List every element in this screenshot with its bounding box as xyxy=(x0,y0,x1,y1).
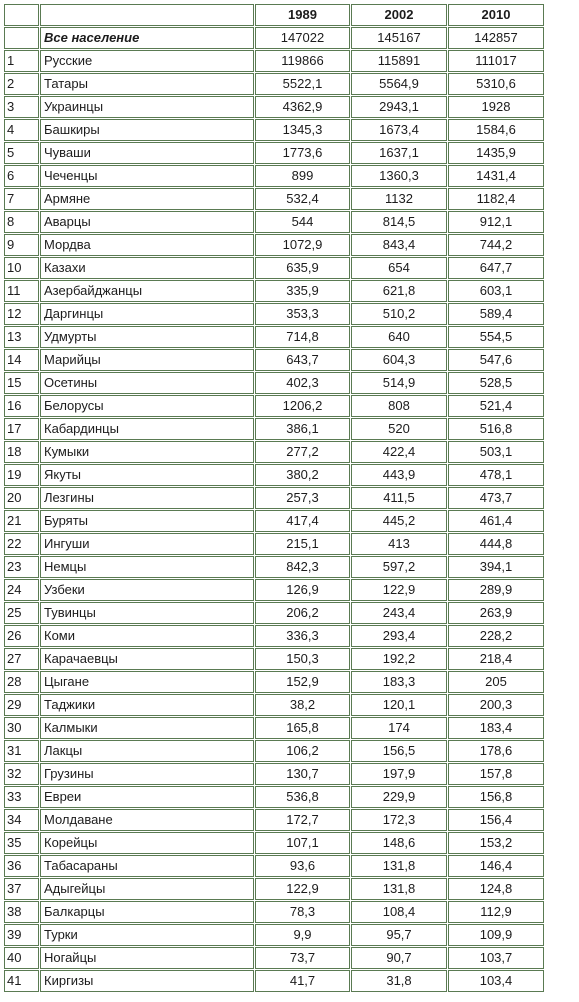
row-index: 12 xyxy=(4,303,39,325)
row-value-1989: 73,7 xyxy=(255,947,350,969)
table-row xyxy=(4,832,544,854)
row-value-1989: 257,3 xyxy=(255,487,350,509)
row-nationality: Мордва xyxy=(40,234,254,256)
row-value-2002: 1673,4 xyxy=(351,119,447,141)
row-index: 23 xyxy=(4,556,39,578)
table-row xyxy=(4,510,544,532)
row-value-1989: 165,8 xyxy=(255,717,350,739)
row-value-2010: 200,3 xyxy=(448,694,544,716)
row-value-2010: 156,8 xyxy=(448,786,544,808)
row-value-2002: 174 xyxy=(351,717,447,739)
row-value-1989: 544 xyxy=(255,211,350,233)
row-nationality: Лезгины xyxy=(40,487,254,509)
row-value-2002: 108,4 xyxy=(351,901,447,923)
row-index: 17 xyxy=(4,418,39,440)
table-row xyxy=(4,395,544,417)
total-label: Все население xyxy=(40,27,254,49)
row-index: 5 xyxy=(4,142,39,164)
row-value-2010: 157,8 xyxy=(448,763,544,785)
row-value-2010: 478,1 xyxy=(448,464,544,486)
row-value-2002: 654 xyxy=(351,257,447,279)
row-value-2002: 1132 xyxy=(351,188,447,210)
row-value-2002: 520 xyxy=(351,418,447,440)
row-value-2002: 120,1 xyxy=(351,694,447,716)
row-index: 26 xyxy=(4,625,39,647)
row-value-1989: 130,7 xyxy=(255,763,350,785)
table-row xyxy=(4,533,544,555)
row-value-2010: 1182,4 xyxy=(448,188,544,210)
table-row xyxy=(4,809,544,831)
table-row xyxy=(4,878,544,900)
table-row xyxy=(4,924,544,946)
row-value-2002: 122,9 xyxy=(351,579,447,601)
row-value-2002: 808 xyxy=(351,395,447,417)
row-value-2002: 413 xyxy=(351,533,447,555)
row-nationality: Евреи xyxy=(40,786,254,808)
row-value-2002: 131,8 xyxy=(351,878,447,900)
row-nationality: Аварцы xyxy=(40,211,254,233)
row-value-2010: 124,8 xyxy=(448,878,544,900)
row-value-1989: 402,3 xyxy=(255,372,350,394)
table-row xyxy=(4,855,544,877)
row-value-2010: 516,8 xyxy=(448,418,544,440)
table-row xyxy=(4,648,544,670)
row-value-2010: 647,7 xyxy=(448,257,544,279)
row-value-2010: 554,5 xyxy=(448,326,544,348)
header-name xyxy=(40,4,254,26)
row-value-2010: 1584,6 xyxy=(448,119,544,141)
row-value-2002: 621,8 xyxy=(351,280,447,302)
row-index: 35 xyxy=(4,832,39,854)
row-value-1989: 1072,9 xyxy=(255,234,350,256)
row-value-1989: 9,9 xyxy=(255,924,350,946)
row-value-1989: 536,8 xyxy=(255,786,350,808)
row-value-2010: 503,1 xyxy=(448,441,544,463)
row-value-2002: 640 xyxy=(351,326,447,348)
row-value-1989: 417,4 xyxy=(255,510,350,532)
row-value-2010: 103,4 xyxy=(448,970,544,992)
table-row xyxy=(4,349,544,371)
row-nationality: Кабардинцы xyxy=(40,418,254,440)
row-nationality: Грузины xyxy=(40,763,254,785)
row-index: 32 xyxy=(4,763,39,785)
population-table xyxy=(3,3,545,993)
row-nationality: Узбеки xyxy=(40,579,254,601)
row-value-2002: 90,7 xyxy=(351,947,447,969)
row-value-1989: 277,2 xyxy=(255,441,350,463)
row-index: 24 xyxy=(4,579,39,601)
row-value-2010: 1431,4 xyxy=(448,165,544,187)
row-value-1989: 41,7 xyxy=(255,970,350,992)
table-row xyxy=(4,579,544,601)
row-value-2002: 229,9 xyxy=(351,786,447,808)
row-value-1989: 150,3 xyxy=(255,648,350,670)
row-value-1989: 532,4 xyxy=(255,188,350,210)
table-row xyxy=(4,303,544,325)
row-value-2002: 514,9 xyxy=(351,372,447,394)
table-row xyxy=(4,73,544,95)
row-value-2002: 422,4 xyxy=(351,441,447,463)
row-value-1989: 119866 xyxy=(255,50,350,72)
total-1989: 147022 xyxy=(255,27,350,49)
row-value-1989: 899 xyxy=(255,165,350,187)
row-value-2010: 912,1 xyxy=(448,211,544,233)
row-nationality: Белорусы xyxy=(40,395,254,417)
row-index: 19 xyxy=(4,464,39,486)
row-value-2002: 192,2 xyxy=(351,648,447,670)
row-nationality: Молдаване xyxy=(40,809,254,831)
row-index: 2 xyxy=(4,73,39,95)
table-row xyxy=(4,487,544,509)
row-value-2002: 510,2 xyxy=(351,303,447,325)
row-value-1989: 353,3 xyxy=(255,303,350,325)
row-index: 30 xyxy=(4,717,39,739)
row-value-1989: 78,3 xyxy=(255,901,350,923)
row-value-2010: 1435,9 xyxy=(448,142,544,164)
row-value-2010: 528,5 xyxy=(448,372,544,394)
row-value-2002: 1360,3 xyxy=(351,165,447,187)
row-value-2002: 31,8 xyxy=(351,970,447,992)
row-nationality: Русские xyxy=(40,50,254,72)
row-nationality: Буряты xyxy=(40,510,254,532)
row-index: 1 xyxy=(4,50,39,72)
row-value-1989: 5522,1 xyxy=(255,73,350,95)
table-row xyxy=(4,901,544,923)
row-index: 15 xyxy=(4,372,39,394)
row-value-1989: 106,2 xyxy=(255,740,350,762)
row-value-2002: 843,4 xyxy=(351,234,447,256)
header-row xyxy=(4,4,544,26)
row-value-2010: 589,4 xyxy=(448,303,544,325)
row-nationality: Адыгейцы xyxy=(40,878,254,900)
row-value-1989: 206,2 xyxy=(255,602,350,624)
row-nationality: Казахи xyxy=(40,257,254,279)
row-value-1989: 122,9 xyxy=(255,878,350,900)
row-nationality: Коми xyxy=(40,625,254,647)
row-value-1989: 38,2 xyxy=(255,694,350,716)
row-index: 39 xyxy=(4,924,39,946)
row-index: 28 xyxy=(4,671,39,693)
row-index: 22 xyxy=(4,533,39,555)
row-value-2010: 178,6 xyxy=(448,740,544,762)
row-value-2010: 603,1 xyxy=(448,280,544,302)
row-value-1989: 172,7 xyxy=(255,809,350,831)
row-value-1989: 215,1 xyxy=(255,533,350,555)
row-nationality: Удмурты xyxy=(40,326,254,348)
row-value-2010: 183,4 xyxy=(448,717,544,739)
total-index xyxy=(4,27,39,49)
row-value-2010: 263,9 xyxy=(448,602,544,624)
row-nationality: Чеченцы xyxy=(40,165,254,187)
row-value-2010: 521,4 xyxy=(448,395,544,417)
row-value-2010: 444,8 xyxy=(448,533,544,555)
table-row xyxy=(4,763,544,785)
row-nationality: Цыгане xyxy=(40,671,254,693)
row-value-1989: 842,3 xyxy=(255,556,350,578)
row-value-1989: 336,3 xyxy=(255,625,350,647)
table-row xyxy=(4,947,544,969)
row-value-2010: 218,4 xyxy=(448,648,544,670)
row-value-2002: 293,4 xyxy=(351,625,447,647)
row-value-2010: 461,4 xyxy=(448,510,544,532)
row-value-2002: 197,9 xyxy=(351,763,447,785)
row-index: 38 xyxy=(4,901,39,923)
row-value-1989: 714,8 xyxy=(255,326,350,348)
row-value-2002: 156,5 xyxy=(351,740,447,762)
row-value-2010: 547,6 xyxy=(448,349,544,371)
row-value-2002: 172,3 xyxy=(351,809,447,831)
table-row xyxy=(4,211,544,233)
table-row xyxy=(4,188,544,210)
row-value-2010: 1928 xyxy=(448,96,544,118)
row-index: 4 xyxy=(4,119,39,141)
table-row xyxy=(4,602,544,624)
row-nationality: Осетины xyxy=(40,372,254,394)
row-nationality: Корейцы xyxy=(40,832,254,854)
row-nationality: Табасараны xyxy=(40,855,254,877)
row-value-2002: 597,2 xyxy=(351,556,447,578)
table-row xyxy=(4,717,544,739)
row-value-2010: 146,4 xyxy=(448,855,544,877)
row-nationality: Лакцы xyxy=(40,740,254,762)
row-value-2002: 115891 xyxy=(351,50,447,72)
total-2010: 142857 xyxy=(448,27,544,49)
row-value-1989: 1773,6 xyxy=(255,142,350,164)
row-index: 11 xyxy=(4,280,39,302)
row-index: 8 xyxy=(4,211,39,233)
row-index: 10 xyxy=(4,257,39,279)
row-index: 3 xyxy=(4,96,39,118)
row-value-2002: 445,2 xyxy=(351,510,447,532)
row-index: 33 xyxy=(4,786,39,808)
row-nationality: Ногайцы xyxy=(40,947,254,969)
row-value-2010: 109,9 xyxy=(448,924,544,946)
table-row xyxy=(4,280,544,302)
row-value-2002: 131,8 xyxy=(351,855,447,877)
table-row xyxy=(4,142,544,164)
row-nationality: Тувинцы xyxy=(40,602,254,624)
row-value-2002: 411,5 xyxy=(351,487,447,509)
row-index: 16 xyxy=(4,395,39,417)
row-value-2010: 394,1 xyxy=(448,556,544,578)
row-nationality: Азербайджанцы xyxy=(40,280,254,302)
table-row xyxy=(4,326,544,348)
row-value-2002: 243,4 xyxy=(351,602,447,624)
row-value-1989: 386,1 xyxy=(255,418,350,440)
row-value-1989: 152,9 xyxy=(255,671,350,693)
row-nationality: Немцы xyxy=(40,556,254,578)
row-index: 41 xyxy=(4,970,39,992)
row-value-2002: 5564,9 xyxy=(351,73,447,95)
table-row xyxy=(4,372,544,394)
row-value-1989: 4362,9 xyxy=(255,96,350,118)
table-row xyxy=(4,257,544,279)
table-row xyxy=(4,119,544,141)
row-value-1989: 1345,3 xyxy=(255,119,350,141)
row-value-2010: 153,2 xyxy=(448,832,544,854)
row-value-2010: 289,9 xyxy=(448,579,544,601)
table-row xyxy=(4,418,544,440)
row-value-2002: 443,9 xyxy=(351,464,447,486)
row-nationality: Карачаевцы xyxy=(40,648,254,670)
row-index: 29 xyxy=(4,694,39,716)
row-index: 6 xyxy=(4,165,39,187)
header-2010: 2010 xyxy=(448,4,544,26)
row-nationality: Даргинцы xyxy=(40,303,254,325)
row-value-2002: 604,3 xyxy=(351,349,447,371)
table-row xyxy=(4,786,544,808)
row-value-2010: 111017 xyxy=(448,50,544,72)
row-index: 31 xyxy=(4,740,39,762)
row-index: 37 xyxy=(4,878,39,900)
table-row xyxy=(4,694,544,716)
row-nationality: Украинцы xyxy=(40,96,254,118)
row-nationality: Турки xyxy=(40,924,254,946)
header-1989: 1989 xyxy=(255,4,350,26)
row-value-2002: 95,7 xyxy=(351,924,447,946)
row-value-2010: 156,4 xyxy=(448,809,544,831)
row-value-2010: 744,2 xyxy=(448,234,544,256)
row-index: 27 xyxy=(4,648,39,670)
row-nationality: Армяне xyxy=(40,188,254,210)
row-value-2010: 473,7 xyxy=(448,487,544,509)
row-index: 40 xyxy=(4,947,39,969)
row-index: 18 xyxy=(4,441,39,463)
row-nationality: Татары xyxy=(40,73,254,95)
row-index: 9 xyxy=(4,234,39,256)
row-value-1989: 93,6 xyxy=(255,855,350,877)
row-value-1989: 643,7 xyxy=(255,349,350,371)
header-index xyxy=(4,4,39,26)
row-nationality: Чуваши xyxy=(40,142,254,164)
row-value-1989: 126,9 xyxy=(255,579,350,601)
table-row xyxy=(4,234,544,256)
table-row xyxy=(4,165,544,187)
row-value-2010: 112,9 xyxy=(448,901,544,923)
table-row xyxy=(4,970,544,992)
row-value-2002: 2943,1 xyxy=(351,96,447,118)
row-value-2010: 103,7 xyxy=(448,947,544,969)
row-nationality: Кумыки xyxy=(40,441,254,463)
row-value-1989: 1206,2 xyxy=(255,395,350,417)
total-row xyxy=(4,27,544,49)
row-index: 7 xyxy=(4,188,39,210)
header-2002: 2002 xyxy=(351,4,447,26)
row-nationality: Башкиры xyxy=(40,119,254,141)
row-nationality: Балкарцы xyxy=(40,901,254,923)
table-row xyxy=(4,441,544,463)
row-nationality: Таджики xyxy=(40,694,254,716)
table-row xyxy=(4,464,544,486)
row-nationality: Ингуши xyxy=(40,533,254,555)
row-index: 34 xyxy=(4,809,39,831)
row-value-2002: 814,5 xyxy=(351,211,447,233)
row-value-1989: 335,9 xyxy=(255,280,350,302)
row-value-1989: 635,9 xyxy=(255,257,350,279)
row-index: 25 xyxy=(4,602,39,624)
table-row xyxy=(4,50,544,72)
row-value-2002: 148,6 xyxy=(351,832,447,854)
row-index: 14 xyxy=(4,349,39,371)
row-value-2010: 205 xyxy=(448,671,544,693)
table-row xyxy=(4,740,544,762)
table-row xyxy=(4,625,544,647)
row-nationality: Марийцы xyxy=(40,349,254,371)
row-value-2002: 1637,1 xyxy=(351,142,447,164)
row-value-2010: 228,2 xyxy=(448,625,544,647)
row-value-1989: 107,1 xyxy=(255,832,350,854)
row-value-2002: 183,3 xyxy=(351,671,447,693)
row-value-1989: 380,2 xyxy=(255,464,350,486)
row-nationality: Якуты xyxy=(40,464,254,486)
total-2002: 145167 xyxy=(351,27,447,49)
row-index: 13 xyxy=(4,326,39,348)
row-index: 20 xyxy=(4,487,39,509)
row-index: 21 xyxy=(4,510,39,532)
table-row xyxy=(4,556,544,578)
row-value-2010: 5310,6 xyxy=(448,73,544,95)
table-row xyxy=(4,96,544,118)
row-nationality: Киргизы xyxy=(40,970,254,992)
table-row xyxy=(4,671,544,693)
row-index: 36 xyxy=(4,855,39,877)
row-nationality: Калмыки xyxy=(40,717,254,739)
